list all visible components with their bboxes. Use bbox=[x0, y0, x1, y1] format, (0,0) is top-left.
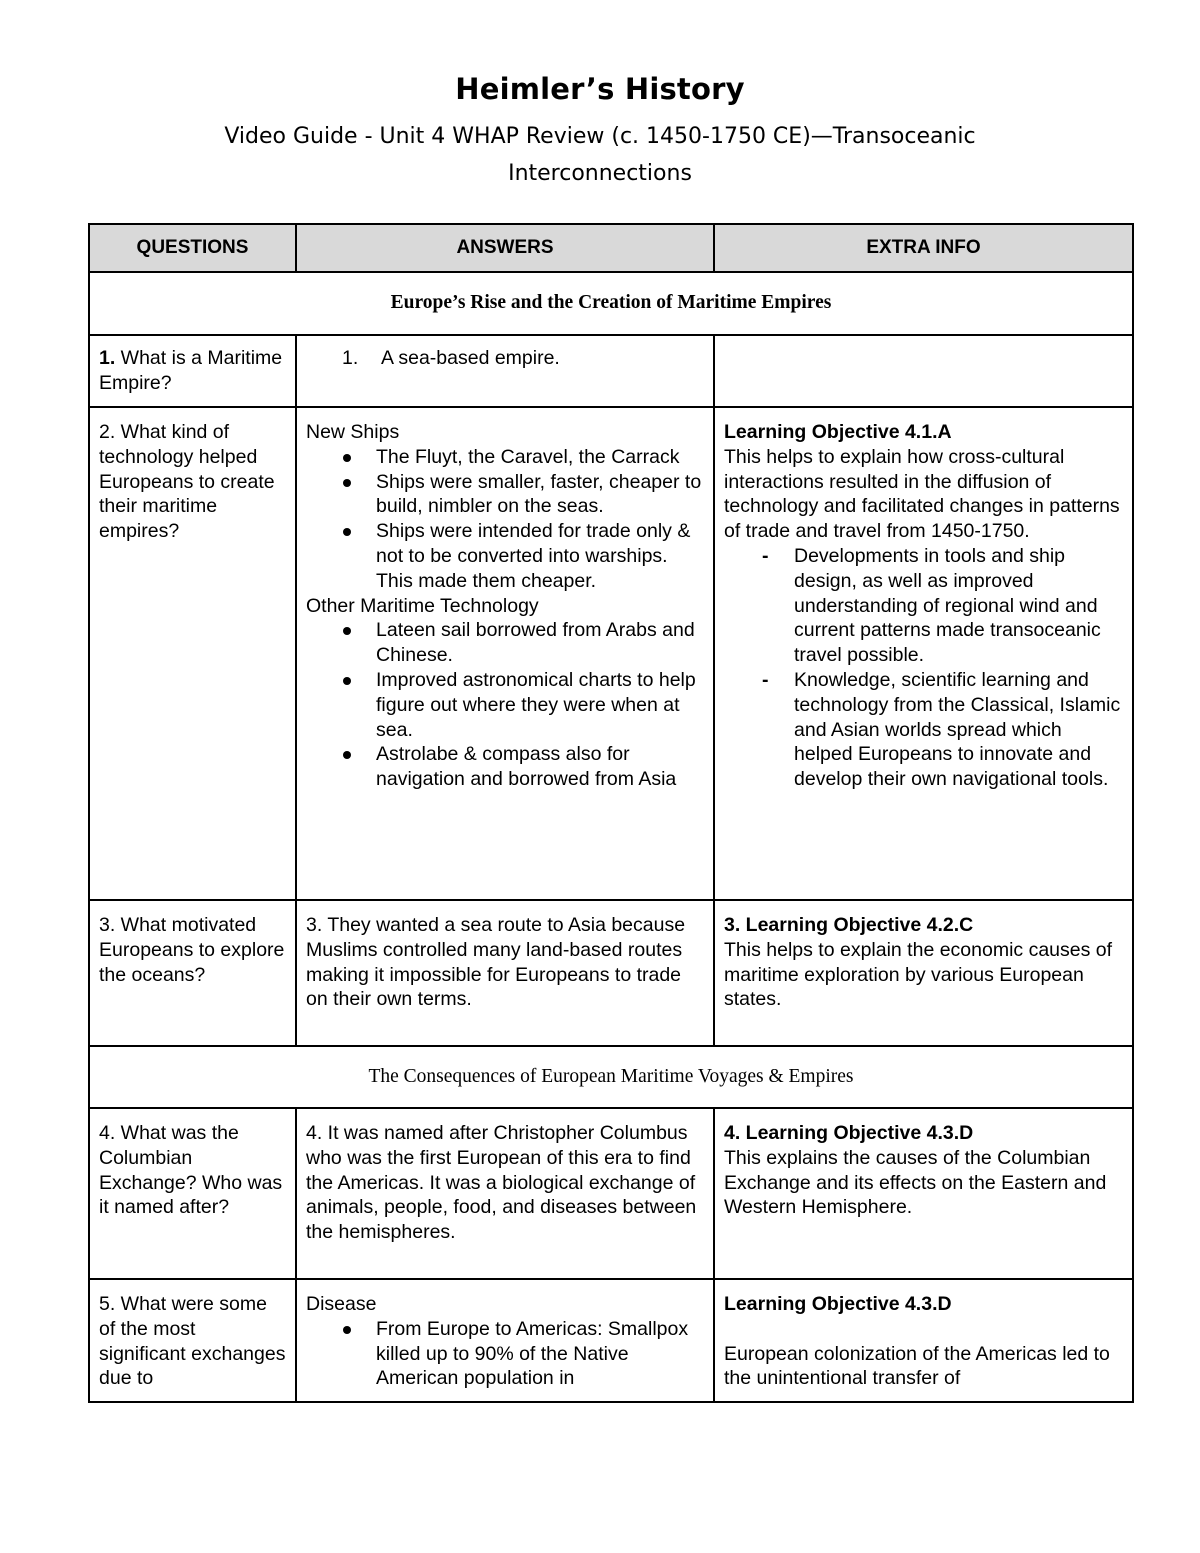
question-cell: 4. What was the Columbian Exchange? Who was it named after? bbox=[89, 1108, 296, 1279]
extra-info-cell bbox=[714, 335, 1133, 407]
list-item: Improved astronomical charts to help figure out where they were when at sea. bbox=[306, 668, 704, 742]
answer-cell: 4. It was named after Christopher Columbus who was the first European of this era to find the Americas. It was a biological exchange of animals, people, food, and diseases between the hemispheres. bbox=[296, 1108, 714, 1279]
list-item: Astrolabe & compass also for navigation and borrowed from Asia bbox=[306, 742, 704, 792]
list-item: - Knowledge, scientific learning and technology from the Classical, Islamic and Asian worlds spread which helped Europeans to innovate and develop their own navigational tools. bbox=[724, 668, 1123, 792]
answer-bullet-list bbox=[306, 445, 704, 594]
list-item: - Developments in tools and ship design, as well as improved understanding of regional wind and current patterns made transoceanic travel possible. bbox=[724, 544, 1123, 668]
answer-cell bbox=[296, 1279, 714, 1402]
question-cell: 5. What were some of the most significant exchanges due to bbox=[89, 1279, 296, 1402]
list-item: Ships were smaller, faster, cheaper to build, nimbler on the seas. bbox=[306, 470, 704, 520]
table-row bbox=[89, 1279, 1133, 1402]
learning-objective-text: European colonization of the Americas led to the unintentional transfer of bbox=[724, 1342, 1110, 1390]
answer-number: 1. bbox=[342, 347, 359, 369]
section-row bbox=[89, 272, 1133, 335]
table-row bbox=[89, 1108, 1133, 1279]
header-extra-info: EXTRA INFO bbox=[714, 224, 1133, 272]
section-title-maritime-empires: Europe’s Rise and the Creation of Maritime Empires bbox=[89, 272, 1133, 335]
answer-cell bbox=[296, 335, 714, 407]
list-item: Ships were intended for trade only & not to be converted into warships. This made them cheaper. bbox=[306, 519, 704, 593]
learning-objective-text: This explains the causes of the Columbian Exchange and its effects on the Eastern and Western Hemisphere. bbox=[724, 1146, 1107, 1219]
learning-objective-title: 4. Learning Objective 4.3.D bbox=[724, 1122, 974, 1144]
list-item: From Europe to Americas: Smallpox killed up to 90% of the Native American population in bbox=[306, 1317, 704, 1391]
extra-info-cell bbox=[714, 1108, 1133, 1279]
learning-objective-title: 3. Learning Objective 4.2.C bbox=[724, 914, 974, 936]
answer-cell bbox=[296, 407, 714, 900]
section-row bbox=[89, 1046, 1133, 1108]
question-cell bbox=[89, 335, 296, 407]
learning-objective-title: Learning Objective 4.3.D bbox=[724, 1293, 952, 1315]
answer-heading: Other Maritime Technology bbox=[306, 594, 539, 617]
spacer bbox=[724, 1317, 1123, 1342]
answer-heading: New Ships bbox=[306, 421, 400, 443]
extra-info-cell bbox=[714, 900, 1133, 1046]
table-row bbox=[89, 407, 1133, 900]
answer-cell: 3. They wanted a sea route to Asia because Muslims controlled many land-based routes making it impossible for Europeans to trade on their own terms. bbox=[296, 900, 714, 1046]
header-questions: QUESTIONS bbox=[89, 224, 296, 272]
document-title: Heimler’s History bbox=[455, 72, 745, 106]
extra-info-cell bbox=[714, 407, 1133, 900]
answer-text: A sea-based empire. bbox=[381, 347, 560, 369]
list-item: The Fluyt, the Caravel, the Carrack bbox=[306, 445, 704, 470]
question-number: 1. bbox=[99, 347, 116, 369]
answer-bullet-list bbox=[306, 1317, 704, 1391]
question-cell: 2. What kind of technology helped Europeans to create their maritime empires? bbox=[89, 407, 296, 900]
section-title-consequences: The Consequences of European Maritime Voyages & Empires bbox=[89, 1046, 1133, 1108]
document-subtitle: Video Guide - Unit 4 WHAP Review (c. 1450-1750 CE)—Transoceanic Interconnections bbox=[224, 124, 976, 186]
header-answers: ANSWERS bbox=[296, 224, 714, 272]
video-guide-table bbox=[88, 223, 1134, 1403]
extra-info-cell bbox=[714, 1279, 1133, 1402]
list-item: Lateen sail borrowed from Arabs and Chinese. bbox=[306, 618, 704, 668]
question-cell: 3. What motivated Europeans to explore the oceans? bbox=[89, 900, 296, 1046]
table-row bbox=[89, 900, 1133, 1046]
answer-heading: Disease bbox=[306, 1293, 377, 1315]
learning-objective-text: This helps to explain how cross-cultural interactions resulted in the diffusion of technology and facilitated changes in patterns of trade and travel from 1450-1750. bbox=[724, 445, 1120, 543]
table-row bbox=[89, 335, 1133, 407]
learning-objective-title: Learning Objective 4.1.A bbox=[724, 421, 952, 443]
answer-bullet-list bbox=[306, 618, 704, 792]
learning-objective-list bbox=[724, 544, 1123, 792]
table-header-row bbox=[89, 224, 1133, 272]
learning-objective-text: This helps to explain the economic causes of maritime exploration by various European states. bbox=[724, 938, 1113, 1011]
question-text: What is a Maritime Empire? bbox=[99, 347, 283, 394]
